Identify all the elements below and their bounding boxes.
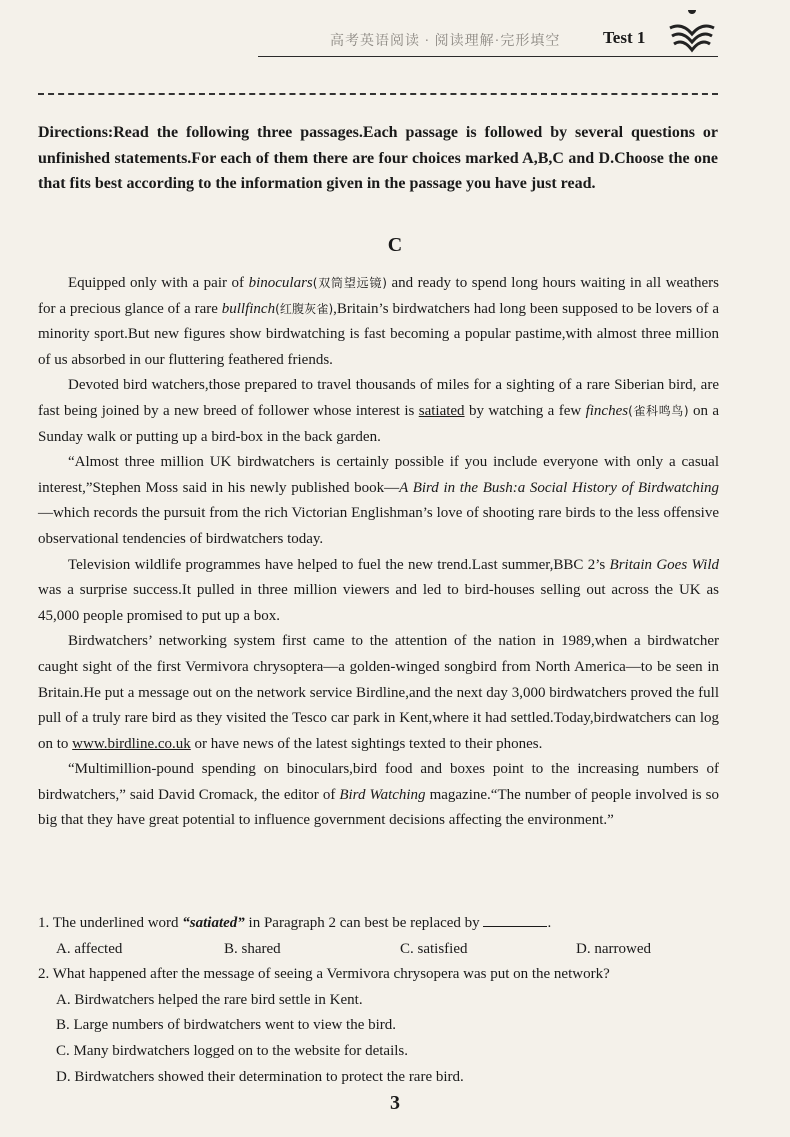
questions [38, 911, 728, 1090]
underlined-satiated: satiated [418, 402, 465, 419]
term-finches: finches [585, 402, 629, 419]
passage [38, 271, 719, 834]
gloss-binoculars: (双筒望远镜) [312, 276, 387, 290]
paragraph-4: Television wildlife programmes have helped to fuel the new trend.Last summer,BBC 2’s Britain Goes Wild was a surprise success.It pulled in three million viewers and led to bird-houses selling out across the UK as 45,000 people promised to put up a box. [38, 556, 719, 624]
q1-option-d: D. narrowed [576, 940, 651, 957]
magazine-title: Bird Watching [339, 786, 426, 803]
q2-option-b: B. Large numbers of birdwatchers went to view the bird. [56, 1017, 397, 1034]
book-title: A Bird in the Bush:a Social History of Birdwatching [399, 479, 720, 496]
page-header [0, 0, 790, 70]
question-1-stem: 1. The underlined word “satiated” in Paragraph 2 can best be replaced by . [38, 911, 728, 937]
book-logo-icon [666, 10, 718, 56]
question-2-stem: 2. What happened after the message of seeing a Vermivora chrysopera was put on the network? [38, 966, 610, 983]
q1-option-c: C. satisfied [400, 940, 468, 957]
answer-blank [483, 912, 547, 927]
directions: Directions:Read the following three passages.Each passage is followed by several questions or unfinished statements.For each of them there are four choices marked A,B,C and D.Choose the one that fits best according to the information given in the passage you have just read. [38, 124, 718, 192]
gloss-bullfinch: (红腹灰雀) [275, 301, 334, 316]
test-label: Test 1 [603, 28, 646, 47]
q2-option-c: C. Many birdwatchers logged on to the website for details. [56, 1042, 409, 1059]
show-title: Britain Goes Wild [609, 556, 719, 573]
question-1-options [38, 937, 728, 963]
section-letter: C [387, 234, 403, 256]
page-number: 3 [390, 1092, 400, 1114]
term-binoculars: binoculars [248, 275, 313, 291]
birdline-url: www.birdline.co.uk [72, 735, 191, 752]
paragraph-3: “Almost three million UK birdwatchers is certainly possible if you include everyone with only a casual interest,”Stephen Moss said in his newly published book—A Bird in the Bush:a Social History of Birdwatching—which records the pursuit from the rich Victorian Englishman’s love of shooting rare birds to the less offensive observational tendencies of birdwatchers today. [38, 454, 720, 547]
q2-option-d: D. Birdwatchers showed their determination to protect the rare bird. [56, 1068, 464, 1085]
paragraph-6: “Multimillion-pound spending on binoculars,bird food and boxes point to the increasing numbers of birdwatchers,” said David Cromack, the editor of Bird Watching magazine.“The number of people involved is so big that they have great potential to influence government decisions affecting the environment.” [38, 761, 719, 829]
series-title: 高考英语阅读 · 阅读理解·完形填空 [330, 34, 561, 49]
gloss-finches: (雀科鸣鸟) [628, 403, 689, 418]
header-rule [258, 56, 718, 57]
q1-option-a: A. affected [56, 940, 123, 957]
q1-option-b: B. shared [224, 940, 281, 957]
q2-option-a: A. Birdwatchers helped the rare bird settle in Kent. [56, 991, 363, 1008]
paragraph-2: Devoted bird watchers,those prepared to travel thousands of miles for a sighting of a rare Siberian bird, are fast being joined by a new breed of follower whose interest is satiated by watching a few finches(雀科鸣鸟) on a Sunday walk or putting up a bird-box in the back garden. [38, 377, 719, 445]
term-bullfinch: bullfinch [221, 300, 276, 317]
paragraph-1: Equipped only with a pair of binoculars(双筒望远镜) and ready to spend long hours waiting in all weathers for a precious glance of a rare bullfinch(红腹灰雀),Britain’s birdwatchers had long been supposed to be lovers of a minority sport.But new figures show birdwatching is fast becoming a popular pastime,with almost three million of us absorbed in our fluttering feathered friends. [38, 275, 719, 368]
dashed-divider [38, 93, 718, 95]
paragraph-5: Birdwatchers’ networking system first came to the attention of the nation in 1989,when a birdwatcher caught sight of the first Vermivora chrysoptera—a golden-winged songbird from North America—to be seen in Britain.He put a message out on the network service Birdline,and the next day 3,000 birdwatchers proved the full pull of a truly rare bird as they visited the Tesco car park in Kent,where it had settled.Today,birdwatchers can log on to www.birdline.co.uk or have news of the latest sightings texted to their phones. [38, 633, 719, 752]
